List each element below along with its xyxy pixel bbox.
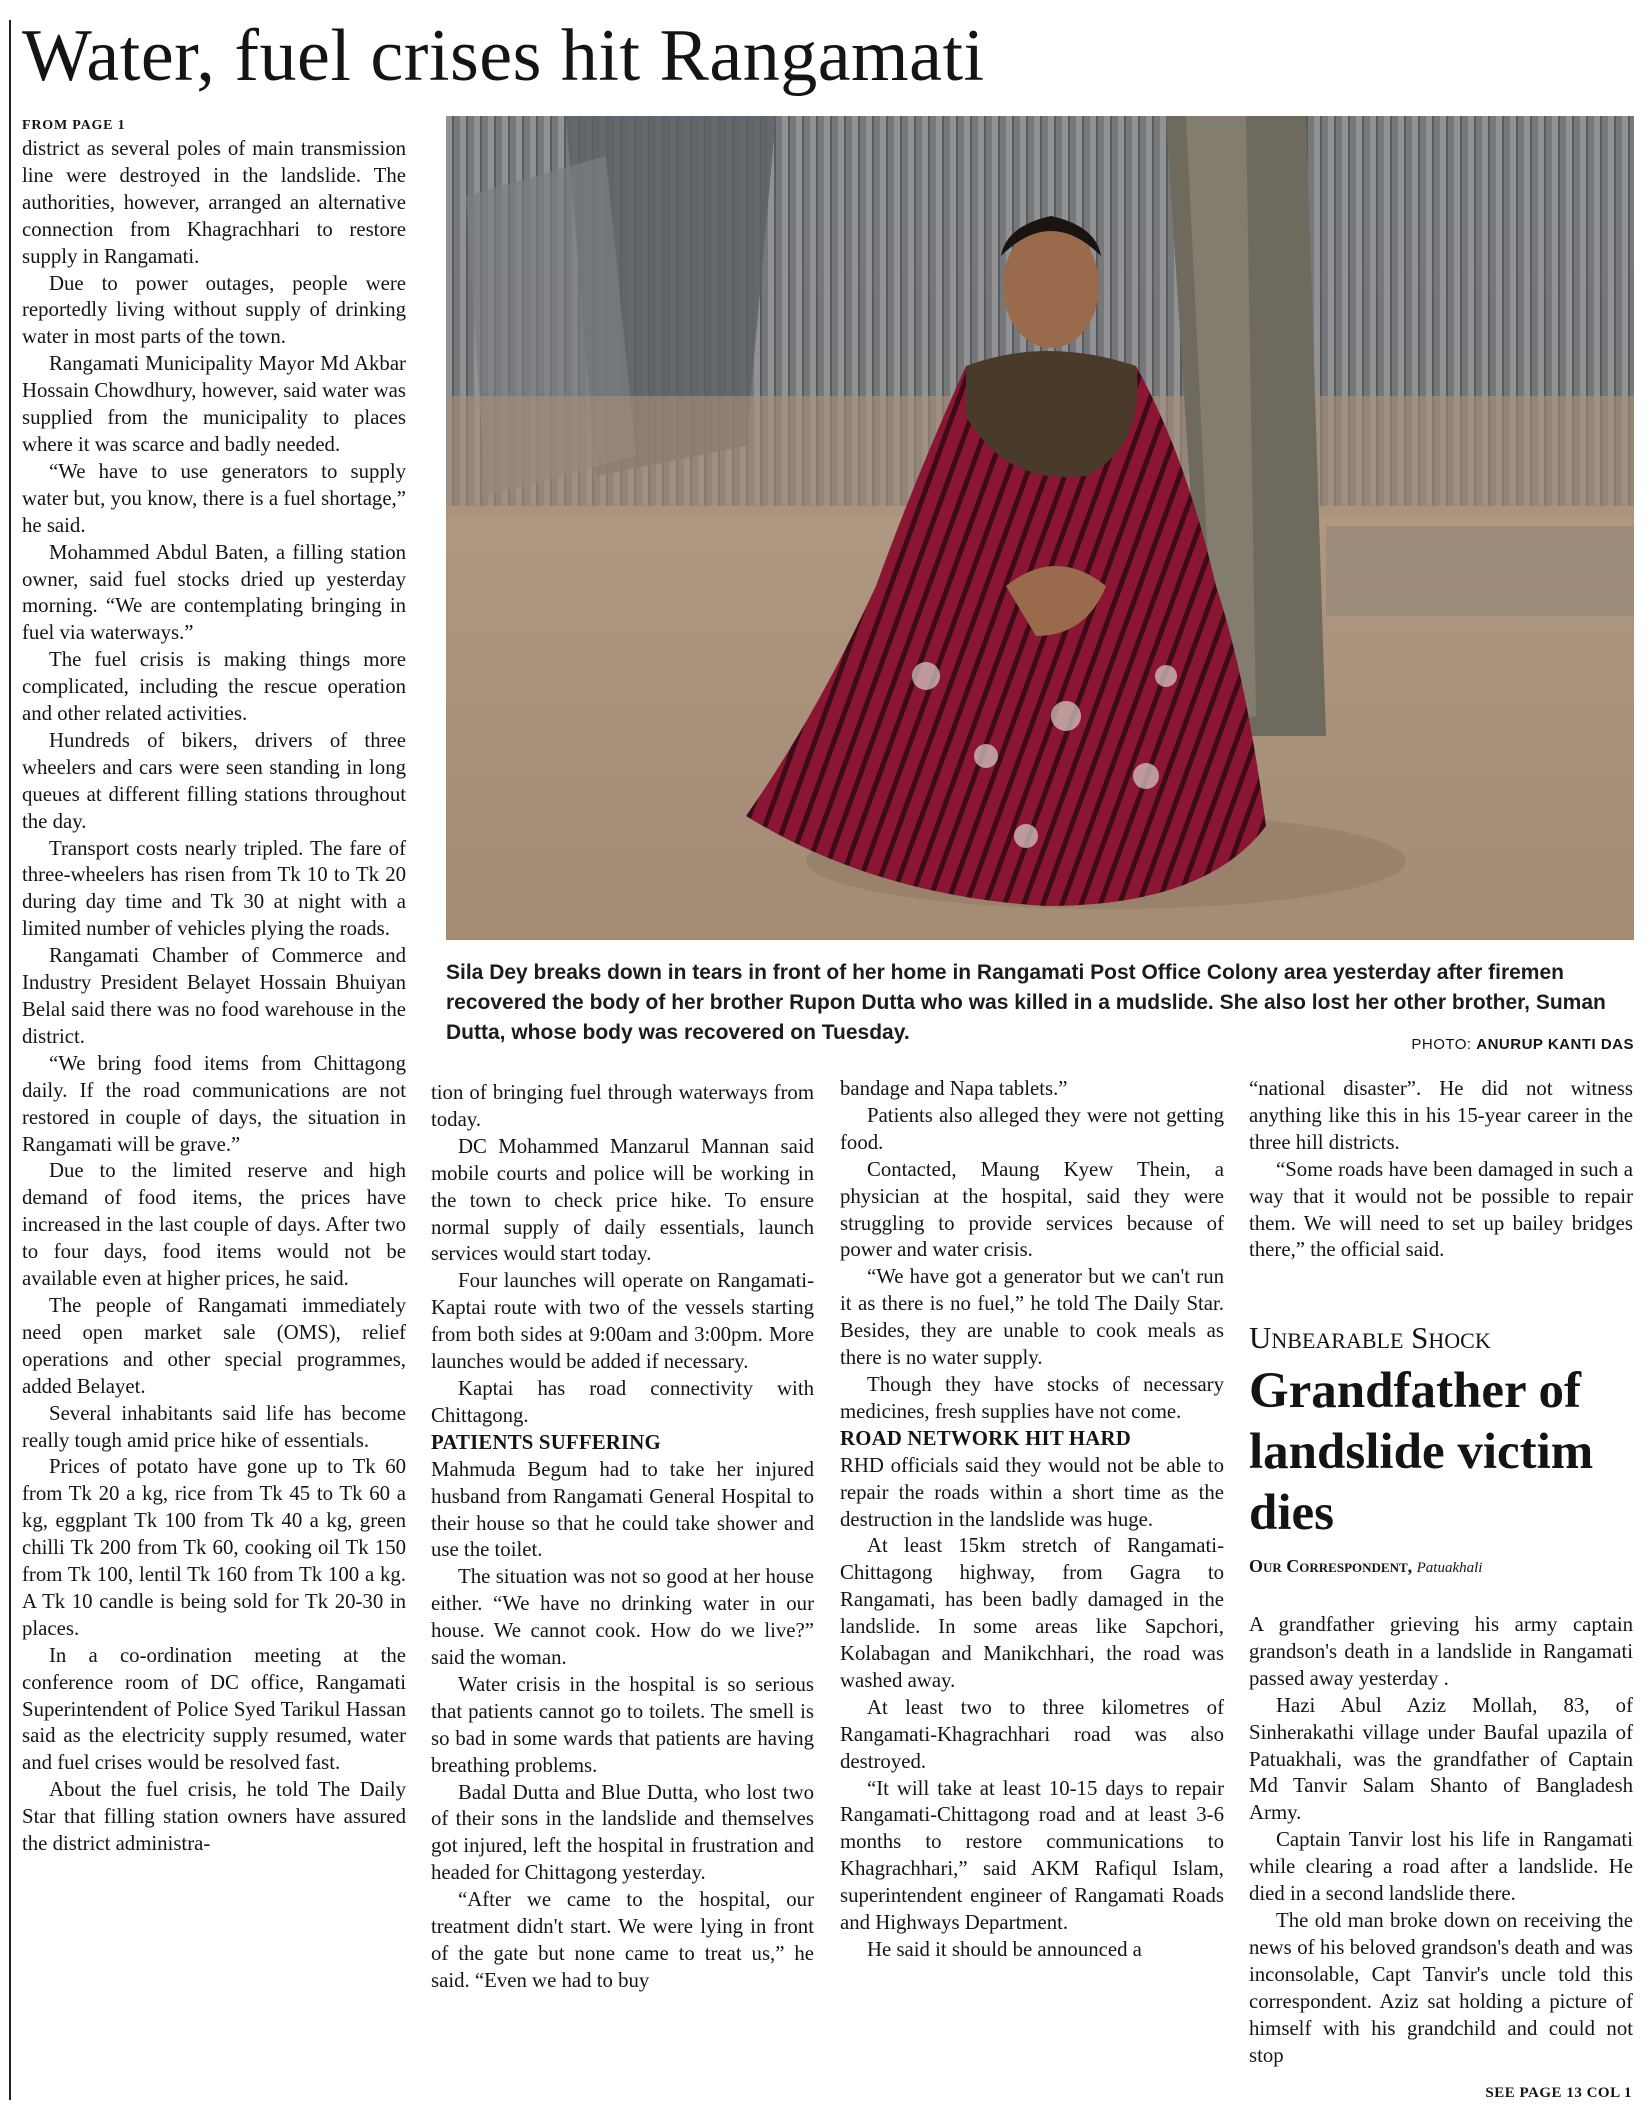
- photo-credit: [1411, 1036, 1634, 1053]
- story-paragraph: At least 15km stretch of Rangamati-Chittagong highway, from Gagra to Rangamati, has been badly damaged in the landslide. In some areas like Sapchori, Kolabagan and Manikchhari, the road was washed away.: [840, 1534, 1224, 1692]
- story-paragraph: Rangamati Chamber of Commerce and Industry President Belayet Hossain Bhuiyan Belal said there was no food warehouse in the district.: [22, 944, 406, 1048]
- story-column-2: [431, 1080, 814, 1995]
- sidebar-byline: [1249, 1554, 1482, 1580]
- jump-from-label: FROM PAGE 1: [22, 118, 126, 133]
- story-paragraph: The situation was not so good at her house either. “We have no drinking water in our house. We cannot cook. How do we live?” said the woman.: [431, 1565, 814, 1670]
- story-paragraph: “Some roads have been damaged in such a way that it would not be possible to repair them. We will need to set up bailey bridges there,” the official said.: [1249, 1157, 1633, 1262]
- jump-to-label: SEE PAGE 13 COL 1: [1485, 2085, 1632, 2101]
- story-paragraph: Kaptai has road connectivity with Chittagong.: [431, 1376, 814, 1427]
- story-paragraph: About the fuel crisis, he told The Daily Star that filling station owners have assured the district administra-: [22, 1778, 406, 1856]
- byline-dateline: Patuakhali: [1416, 1560, 1483, 1576]
- photo-caption: Sila Dey breaks down in tears in front of her home in Rangamati Post Office Colony area yesterday after firemen recovered the body of her brother Rupon Dutta who was killed in a mudslide. She also lost her other brother, Suman Dutta, whose body was recovered on Tuesday.: [446, 961, 1606, 1044]
- headline: Water, fuel crises hit Rangamati: [22, 15, 985, 97]
- section-subhead: PATIENTS SUFFERING: [431, 1430, 661, 1454]
- sidebar-story-body: [1249, 1612, 1633, 2069]
- story-paragraph: Mohammed Abdul Baten, a filling station owner, said fuel stocks dried up yesterday morning. “We are contemplating bringing in fuel via waterways.”: [22, 540, 406, 645]
- story-paragraph: Due to power outages, people were reportedly living without supply of drinking water in most parts of the town.: [22, 271, 406, 349]
- story-paragraph: In a co-ordination meeting at the conference room of DC office, Rangamati Superintendent of Police Syed Tarikul Hassan said as the electricity supply resumed, water and fuel crises would be resolved fast.: [22, 1643, 406, 1775]
- photo-illustration: [446, 116, 1634, 940]
- sidebar-kicker: Unbearable Shock: [1249, 1320, 1491, 1355]
- story-column-1: [22, 116, 406, 1858]
- story-paragraph: Prices of potato have gone up to Tk 60 from Tk 20 a kg, rice from Tk 45 to Tk 60 a kg, eggplant Tk 100 from Tk 40 a kg, green chilli Tk 200 from Tk 60, cooking oil Tk 150 from Tk 100, lentil Tk 160 from Tk 100 a kg. A Tk 10 candle is being sold for Tk 20-30 in places.: [22, 1455, 406, 1640]
- story-paragraph: The people of Rangamati immediately need open market sale (OMS), relief operations and other special programmes, added Belayet.: [22, 1293, 406, 1398]
- story-paragraph: Contacted, Maung Kyew Thein, a physician at the hospital, said they were struggling to provide services because of power and water crisis.: [840, 1157, 1224, 1262]
- story-paragraph: Captain Tanvir lost his life in Rangamati while clearing a road after a landslide. He died in a second landslide there.: [1249, 1828, 1633, 1906]
- story-paragraph: “It will take at least 10-15 days to repair Rangamati-Chittagong road and at least 3-6 months to restore communications to Khagrachhari,” said AKM Rafiqul Islam, superintendent engineer of Rangamati Roads and Highways Department.: [840, 1776, 1224, 1935]
- story-paragraph: tion of bringing fuel through waterways from today.: [431, 1081, 814, 1131]
- story-paragraph: Badal Dutta and Blue Dutta, who lost two of their sons in the landslide and themselves got injured, left the hospital in frustration and headed for Chittagong yesterday.: [431, 1780, 814, 1885]
- story-paragraph: DC Mohammed Manzarul Mannan said mobile courts and police will be working in the town to check price hike. To ensure normal supply of daily essentials, launch services would start today.: [431, 1134, 814, 1266]
- story-paragraph: Hundreds of bikers, drivers of three wheelers and cars were seen standing in long queues at different filling stations throughout the day.: [22, 728, 406, 833]
- sidebar-headline: Grandfather of landslide victim dies: [1249, 1363, 1594, 1541]
- story-paragraph: “national disaster”. He did not witness anything like this in his 15-year career in the three hill districts.: [1249, 1077, 1633, 1154]
- story-paragraph: A grandfather grieving his army captain grandson's death in a landslide in Rangamati passed away yesterday .: [1249, 1613, 1633, 1690]
- story-paragraph: Four launches will operate on Rangamati-Kaptai route with two of the vessels starting from both sides at 9:00am and 3:00pm. More launches would be added if necessary.: [431, 1269, 814, 1374]
- section-subhead: ROAD NETWORK HIT HARD: [840, 1426, 1131, 1450]
- story-paragraph: Patients also alleged they were not getting food.: [840, 1103, 1224, 1154]
- photo-credit-label: PHOTO:: [1411, 1036, 1472, 1053]
- story-paragraph: Mahmuda Begum had to take her injured husband from Rangamati General Hospital to their house so that he could take shower and use the toilet.: [431, 1457, 814, 1562]
- news-photo: [446, 116, 1634, 940]
- story-paragraph: Due to the limited reserve and high demand of food items, the prices have increased in the last couple of days. After two to four days, food items would not be available even at higher prices, he said.: [22, 1159, 406, 1291]
- story-paragraph: Several inhabitants said life has become really tough amid price hike of essentials.: [22, 1401, 406, 1452]
- story-paragraph: Hazi Abul Aziz Mollah, 83, of Sinherakathi village under Baufal upazila of Patuakhali, was the grandfather of Captain Md Tanvir Salam Shanto of Bangladesh Army.: [1249, 1693, 1633, 1825]
- story-paragraph: RHD officials said they would not be able to repair the roads within a short time as the destruction in the landslide was huge.: [840, 1453, 1224, 1531]
- story-paragraph: He said it should be announced a: [867, 1938, 1142, 1961]
- story-paragraph: bandage and Napa tablets.”: [840, 1077, 1068, 1100]
- story-paragraph: Water crisis in the hospital is so serious that patients cannot go to toilets. The smell is so bad in some wards that patients are having breathing problems.: [431, 1672, 814, 1777]
- story-paragraph: The fuel crisis is making things more complicated, including the rescue operation and other related activities.: [22, 648, 406, 726]
- story-paragraph: district as several poles of main transmission line were destroyed in the landslide. The authorities, however, arranged an alternative connection from Khagrachhari to restore supply in Rangamati.: [22, 137, 406, 268]
- story-paragraph: “We bring food items from Chittagong daily. If the road communications are not restored in couple of days, the situation in Rangamati will be grave.”: [22, 1051, 406, 1156]
- story-paragraph: “We have to use generators to supply water but, you know, there is a fuel shortage,” he said.: [22, 459, 406, 537]
- story-paragraph: The old man broke down on receiving the news of his beloved grandson's death and was inconsolable, Capt Tanvir's uncle told this correspondent. Aziz sat holding a picture of himself with his grandchild and could not stop: [1249, 1908, 1633, 2067]
- photo-credit-name: ANURUP KANTI DAS: [1476, 1036, 1634, 1053]
- story-paragraph: Transport costs nearly tripled. The fare of three-wheelers has risen from Tk 10 to Tk 20 during day time and Tk 30 at night with a limited number of vehicles plying the roads.: [22, 836, 406, 941]
- story-column-4: [1249, 1076, 1633, 1264]
- byline-author: Our Correspondent,: [1249, 1556, 1413, 1576]
- story-column-3: [840, 1076, 1224, 1964]
- story-paragraph: Rangamati Municipality Mayor Md Akbar Hossain Chowdhury, however, said water was supplied from the municipality to places where it was scarce and badly needed.: [22, 352, 406, 456]
- story-paragraph: Though they have stocks of necessary medicines, fresh supplies have not come.: [840, 1372, 1224, 1423]
- story-paragraph: “After we came to the hospital, our treatment didn't start. We were lying in front of the gate but none came to treat us,” he said. “Even we had to buy: [431, 1888, 814, 1992]
- story-paragraph: “We have got a generator but we can't run it as there is no fuel,” he told The Daily Star. Besides, they are unable to cook meals as there is no water supply.: [840, 1265, 1224, 1370]
- page-left-rule: [9, 20, 11, 2100]
- story-paragraph: At least two to three kilometres of Rangamati-Khagrachhari road was also destroyed.: [840, 1695, 1224, 1773]
